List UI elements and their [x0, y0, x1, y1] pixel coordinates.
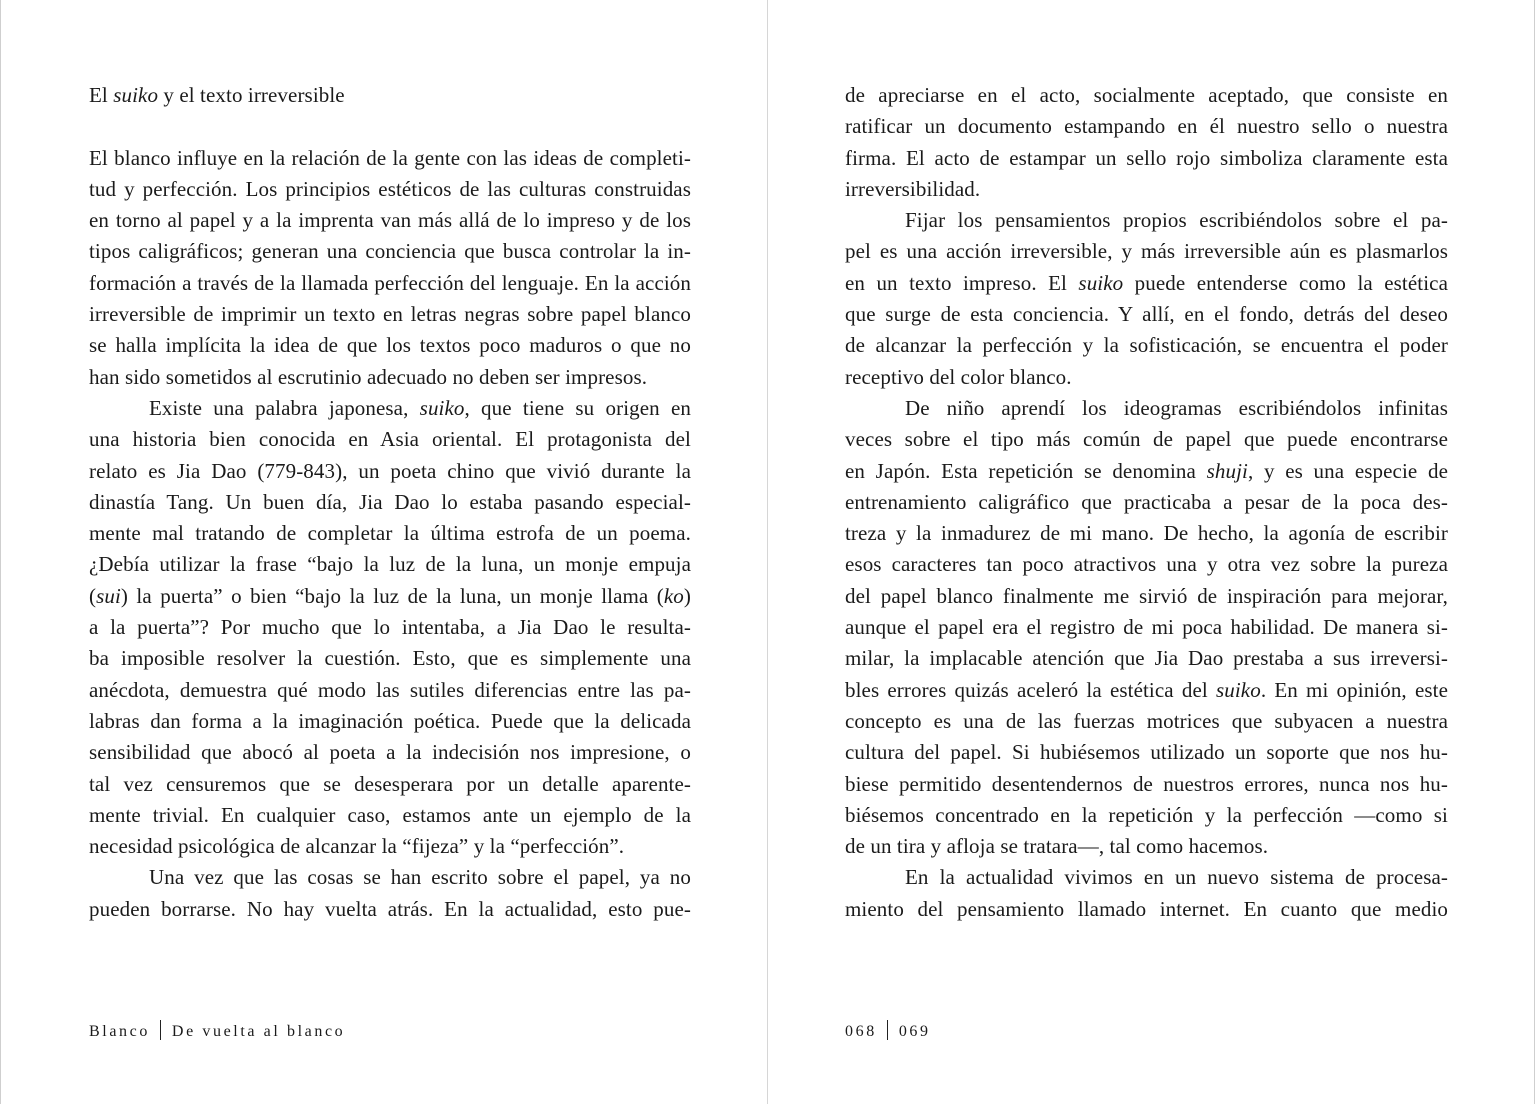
- text-run: milar, la implacable atención que Jia Dao prestaba a sus irreversi-: [845, 646, 1448, 671]
- text-line: [89, 549, 691, 580]
- text-line: [89, 205, 691, 236]
- text-run: concepto es una de las fuerzas motrices que subyacen a nuestra: [845, 708, 1448, 733]
- section-heading: El suiko y el texto irreversible: [89, 83, 345, 107]
- text-line: [845, 643, 1448, 674]
- text-run: irreversibilidad.: [845, 176, 981, 201]
- text-line: [845, 393, 1448, 424]
- text-line: [845, 612, 1448, 643]
- text-line: [845, 174, 1448, 205]
- text-run: que surge de esta conciencia. Y allí, en el fondo, detrás del deseo: [845, 302, 1448, 327]
- text-line: [845, 143, 1448, 174]
- text-run: Una vez que las cosas se han escrito sobre el papel, ya no: [149, 865, 691, 890]
- text-line: [89, 424, 691, 455]
- text-line: [89, 456, 691, 487]
- text-run: De niño aprendí los ideogramas escribiéndolos infinitas: [905, 395, 1448, 420]
- text-run: irreversible de imprimir un texto en letras negras sobre papel blanco: [89, 302, 691, 327]
- text-line: [845, 330, 1448, 361]
- text-run: en torno al papel y a la imprenta van más allá de lo impreso y de los: [89, 208, 691, 233]
- text-line: [89, 393, 691, 424]
- text-run: ) la puerta” o bien “bajo la luz de la luna, un monje llama (: [120, 583, 664, 608]
- right-body-text: [845, 80, 1448, 925]
- text-run: firma. El acto de estampar un sello rojo simboliza claramente esta: [845, 145, 1448, 170]
- text-line: [89, 894, 691, 925]
- text-line: [89, 299, 691, 330]
- right-page: [767, 0, 1535, 1104]
- text-run: entrenamiento caligráfico que practicaba a pesar de la poca des-: [845, 489, 1448, 514]
- italic-term: suiko: [1078, 270, 1124, 295]
- text-line: [845, 456, 1448, 487]
- text-run: de apreciarse en el acto, socialmente aceptado, que consiste en: [845, 83, 1448, 107]
- text-run: Existe una palabra japonesa,: [149, 395, 420, 420]
- text-run: una historia bien conocida en Asia oriental. El protagonista del: [89, 427, 691, 452]
- text-line: [89, 330, 691, 361]
- text-line: [845, 205, 1448, 236]
- text-run: Fijar los pensamientos propios escribiéndolos sobre el pa-: [905, 208, 1448, 233]
- text-line: [89, 675, 691, 706]
- text-run: puede entenderse como la estética: [1123, 270, 1448, 295]
- italic-term: ko: [663, 583, 684, 608]
- text-line: [845, 362, 1448, 393]
- left-body-text: [89, 143, 691, 925]
- text-run: aunque el papel era el registro de mi poca habilidad. De manera si-: [845, 615, 1448, 640]
- text-line: [89, 362, 691, 393]
- text-line: [89, 236, 691, 267]
- text-run: de un tira y afloja se tratara—, tal como hacemos.: [845, 834, 1269, 859]
- text-run: anécdota, demuestra qué modo las sutiles diferencias entre las pa-: [89, 677, 691, 702]
- text-run: veces sobre el tipo más común de papel que puede encontrarse: [845, 427, 1448, 452]
- left-text-column: [89, 80, 691, 925]
- text-line: [845, 831, 1448, 862]
- footer-book-title: Blanco: [89, 1023, 150, 1040]
- text-run: de alcanzar la perfección y la sofisticación, se encuentra el poder: [845, 333, 1448, 358]
- page-number-left: 068: [845, 1023, 877, 1040]
- text-line: [845, 518, 1448, 549]
- text-run: biese permitido desentendernos de nuestros errores, nunca nos hu-: [845, 771, 1448, 796]
- text-line: [89, 612, 691, 643]
- text-run: en un texto impreso. El: [845, 270, 1079, 295]
- text-line: [89, 143, 691, 174]
- text-line: [89, 518, 691, 549]
- text-run: mente trivial. En cualquier caso, estamos ante un ejemplo de la: [89, 802, 691, 827]
- text-line: [845, 299, 1448, 330]
- left-page: [0, 0, 767, 1104]
- text-run: labras dan forma a la imaginación poética. Puede que la delicada: [89, 708, 691, 733]
- text-run: cultura del papel. Si hubiésemos utilizado un soporte que nos hu-: [845, 740, 1448, 765]
- text-run: relato es Jia Dao (779-843), un poeta chino que vivió durante la: [89, 458, 691, 483]
- text-run: , y es una especie de: [1247, 458, 1448, 483]
- text-run: treza y la inmadurez de mi mano. De hecho, la agonía de escribir: [845, 521, 1448, 546]
- text-run: ): [683, 583, 691, 608]
- text-line: [89, 769, 691, 800]
- text-line: [845, 236, 1448, 267]
- text-run: mente mal tratando de completar la última estrofa de un poema.: [89, 521, 691, 546]
- text-line: [845, 424, 1448, 455]
- text-line: [845, 737, 1448, 768]
- page-number-right: 069: [898, 1023, 931, 1040]
- text-run: ba imposible resolver la cuestión. Esto, que es simplemente una: [89, 646, 691, 671]
- text-line: [845, 769, 1448, 800]
- text-run: formación a través de la llamada perfección del lenguaje. En la acción: [89, 270, 691, 295]
- italic-term: suiko: [1216, 677, 1261, 702]
- italic-term: sui: [96, 583, 121, 608]
- text-run: pueden borrarse. No hay vuelta atrás. En la actualidad, esto pue-: [89, 896, 691, 921]
- text-line: [845, 549, 1448, 580]
- footer-chapter-title: De vuelta al blanco: [171, 1023, 346, 1040]
- text-line: [89, 487, 691, 518]
- text-line: [89, 862, 691, 893]
- text-run: han sido sometidos al escrutinio adecuado no deben ser impresos.: [89, 364, 648, 389]
- text-run: esos caracteres tan poco atractivos una y otra vez sobre la pureza: [845, 552, 1448, 577]
- text-run: sensibilidad que abocó al poeta a la indecisión nos impresione, o: [89, 740, 691, 765]
- text-run: tal vez censuremos que se desesperara por un detalle aparente-: [89, 771, 691, 796]
- italic-term: shuji: [1206, 458, 1248, 483]
- text-line: [89, 800, 691, 831]
- text-line: [845, 80, 1448, 111]
- text-line: [89, 174, 691, 205]
- text-line: [845, 268, 1448, 299]
- text-line: [89, 737, 691, 768]
- text-line: [89, 581, 691, 612]
- text-run: se halla implícita la idea de que los textos poco maduros o que no: [89, 333, 691, 358]
- text-run: a la puerta”? Por mucho que lo intentaba, a Jia Dao le resulta-: [89, 615, 691, 640]
- text-run: tud y perfección. Los principios estéticos de las culturas construidas: [89, 176, 691, 201]
- text-run: pel es una acción irreversible, y más irreversible aún es plasmarlos: [845, 239, 1448, 264]
- italic-term: suiko: [419, 395, 465, 420]
- text-run: necesidad psicológica de alcanzar la “fijeza” y la “perfección”.: [89, 834, 625, 859]
- text-line: [845, 706, 1448, 737]
- text-line: [845, 862, 1448, 893]
- running-footer-left: [89, 1020, 345, 1041]
- text-run: bles errores quizás aceleró la estética del: [845, 677, 1216, 702]
- text-line: [89, 268, 691, 299]
- text-line: [89, 643, 691, 674]
- text-line: [845, 487, 1448, 518]
- text-line: [845, 894, 1448, 925]
- text-line: [89, 831, 691, 862]
- footer-divider: [160, 1020, 161, 1040]
- text-run: El blanco influye en la relación de la gente con las ideas de completi-: [89, 145, 691, 170]
- text-line: [845, 581, 1448, 612]
- right-text-column: [845, 80, 1448, 925]
- heading-spacer: [89, 111, 691, 142]
- text-run: , que tiene su origen en: [464, 395, 691, 420]
- text-run: biésemos concentrado en la repetición y la perfección —como si: [845, 802, 1448, 827]
- running-footer-right: [845, 1020, 931, 1041]
- text-line: [845, 111, 1448, 142]
- text-run: del papel blanco finalmente me sirvió de inspiración para mejorar,: [845, 583, 1448, 608]
- text-run: miento del pensamiento llamado internet. En cuanto que medio: [845, 896, 1448, 921]
- text-run: ratificar un documento estampando en él nuestro sello o nuestra: [845, 114, 1448, 139]
- text-run: ¿Debía utilizar la frase “bajo la luz de la luna, un monje empuja: [89, 552, 691, 577]
- text-line: [845, 800, 1448, 831]
- text-run: dinastía Tang. Un buen día, Jia Dao lo estaba pasando especial-: [89, 489, 691, 514]
- footer-divider: [887, 1020, 888, 1040]
- text-run: . En mi opinión, este: [1260, 677, 1448, 702]
- text-run: en Japón. Esta repetición se denomina: [845, 458, 1207, 483]
- text-run: (: [89, 583, 97, 608]
- text-run: En la actualidad vivimos en un nuevo sistema de procesa-: [905, 865, 1448, 890]
- text-line: [89, 706, 691, 737]
- text-run: tipos caligráficos; generan una conciencia que busca controlar la in-: [89, 239, 691, 264]
- text-run: receptivo del color blanco.: [845, 364, 1072, 389]
- text-line: [845, 675, 1448, 706]
